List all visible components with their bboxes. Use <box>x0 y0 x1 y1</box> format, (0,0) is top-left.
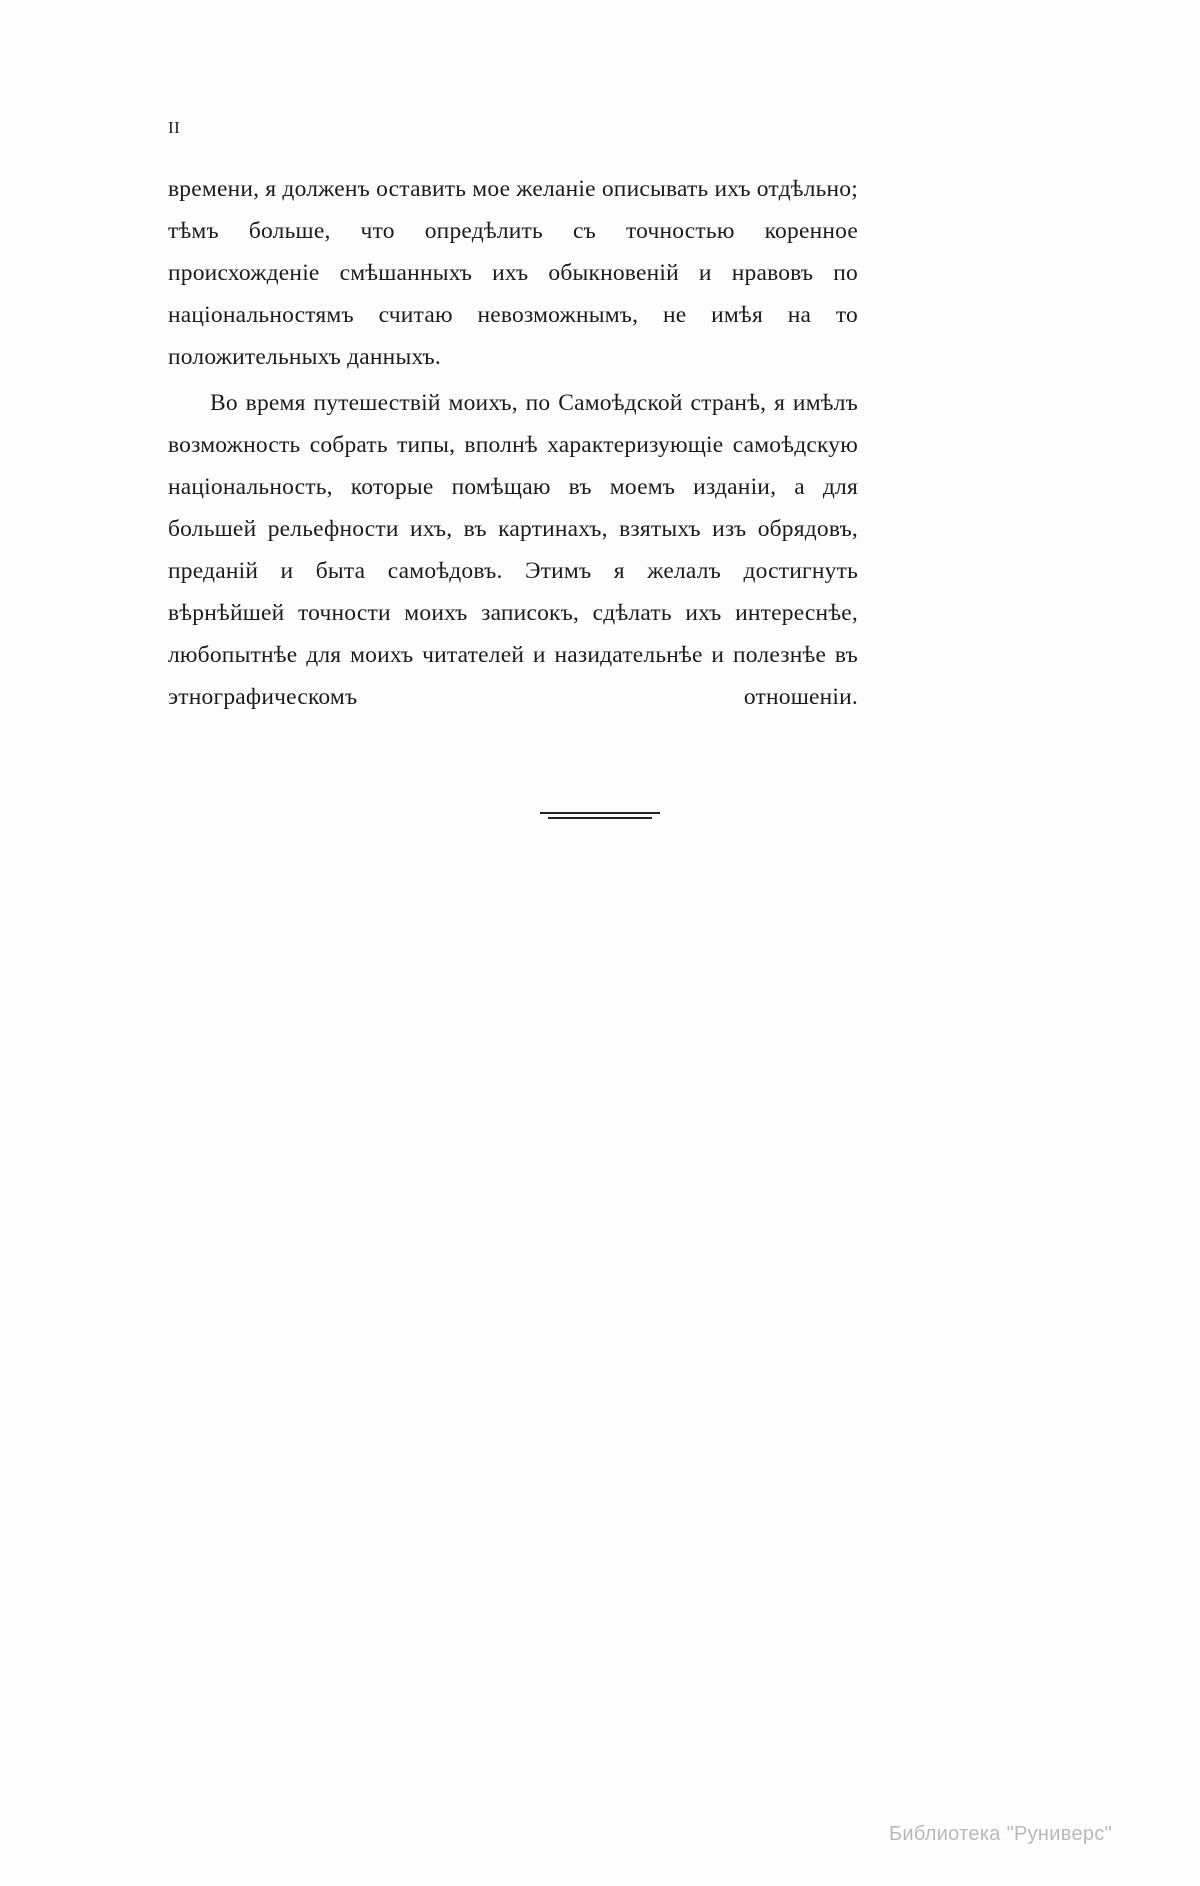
paragraph: Во время путешествій моихъ, по Самоѣдской странѣ, я имѣлъ возможность собрать типы, вполнѣ характеризующіе самоѣдскую національность, которые помѣщаю въ моемъ изданіи, а для большей рельефности ихъ, въ картинахъ, взятыхъ изъ обрядовъ, преданій и быта самоѣдовъ. Этимъ я желалъ достигнуть вѣрнѣйшей точности моихъ записокъ, сдѣлать ихъ интереснѣе, любопытнѣе для моихъ читателей и назидательнѣе и полезнѣе въ этнографическомъ отношеніи. <box>168 390 858 710</box>
divider-rule-bottom <box>548 817 652 819</box>
paragraph: времени, я долженъ оставить мое желаніе описывать ихъ отдѣльно; тѣмъ больше, что опредѣлить съ точностью коренное происхожденіе смѣшанныхъ ихъ обыкновеній и нравовъ по національностямъ считаю невозможнымъ, не имѣя на то положительныхъ данныхъ. <box>168 176 858 370</box>
section-divider-ornament <box>540 812 660 819</box>
body-text <box>168 168 858 760</box>
page-number: II <box>168 118 181 137</box>
divider-rule-top <box>540 812 660 814</box>
library-watermark: Библиотека "Руниверс" <box>888 1823 1112 1845</box>
